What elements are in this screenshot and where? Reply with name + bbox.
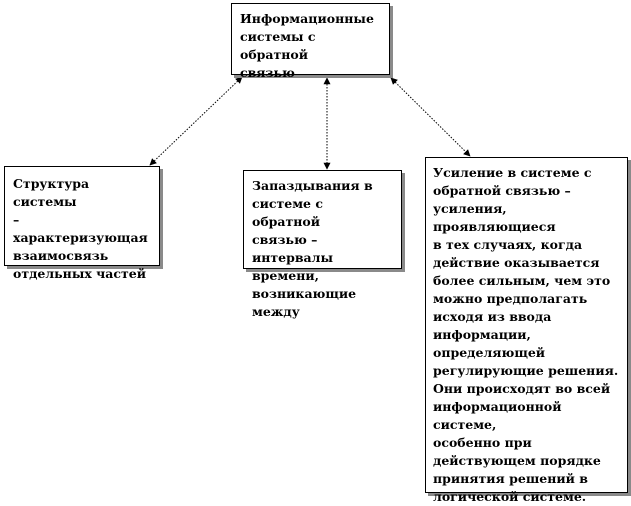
box-information-systems-feedback: Информационные системы с обратной связью	[231, 3, 390, 75]
arrow-top-to-left	[150, 77, 242, 165]
arrow-top-to-right	[391, 78, 470, 156]
box-feedback-amplification: Усиление в системе с обратной связью – усиления, проявляющиеся в тех случаях, когда действие оказывается более сильным, чем это можно предполагать исходя из ввода информации, определяющей регулирующие решения. Они происходят во всей информационной системе, особенно при действующем порядке принятия решений в логической системе.	[425, 157, 628, 493]
box-system-structure: Структура системы – характеризующая взаимосвязь отдельных частей	[4, 166, 160, 266]
box-feedback-delays: Запаздывания в системе с обратной связью – интервалы времени, возникающие между	[243, 170, 402, 269]
